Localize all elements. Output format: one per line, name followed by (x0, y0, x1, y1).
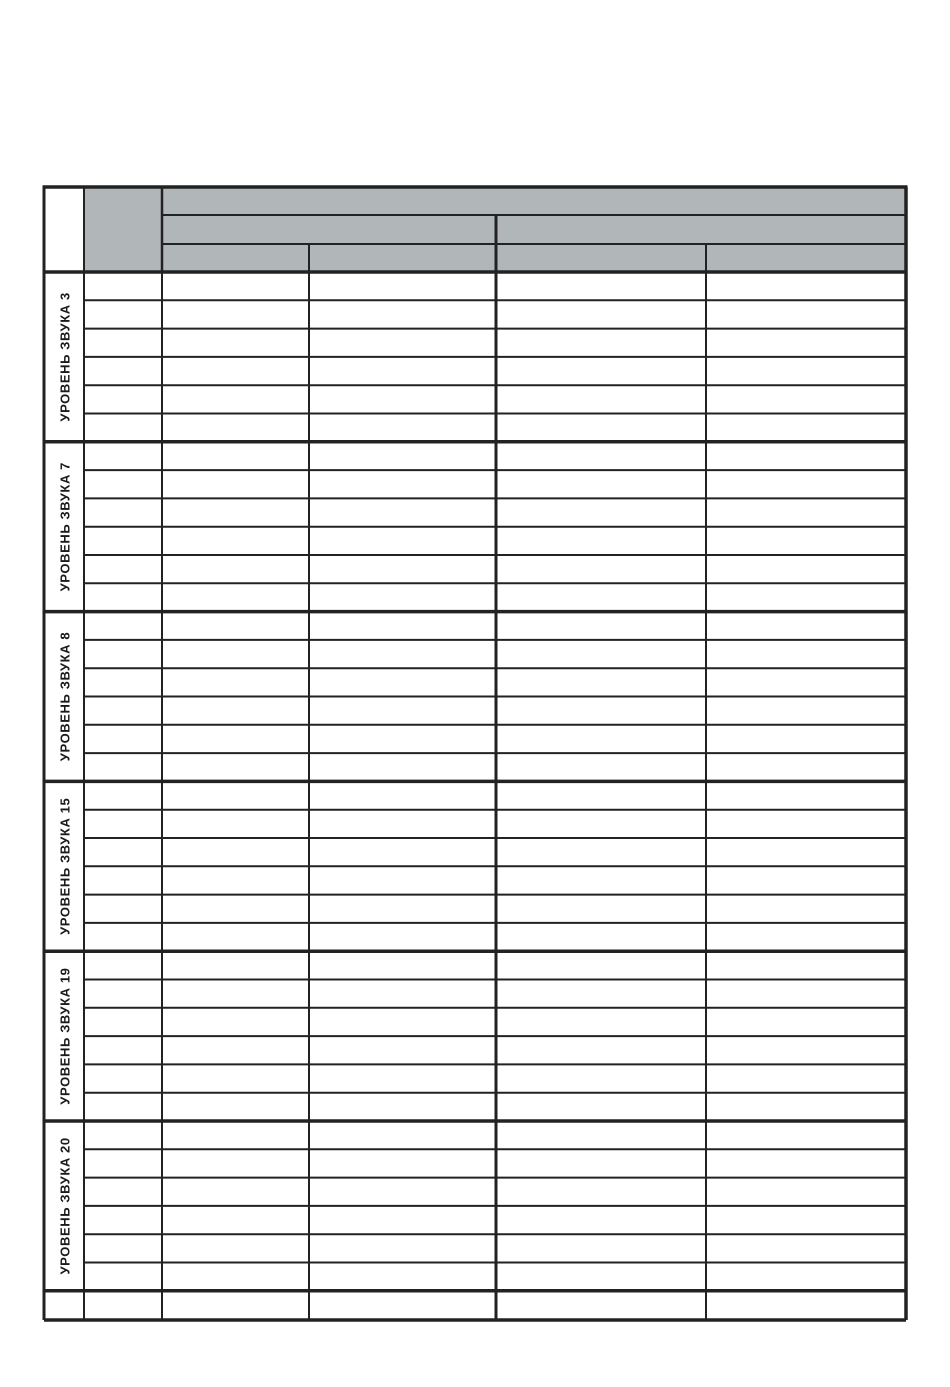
group-label: УРОВЕНЬ ЗВУКА 15 (57, 797, 73, 935)
group-label: УРОВЕНЬ ЗВУКА 19 (57, 967, 73, 1105)
group-label: УРОВЕНЬ ЗВУКА 8 (57, 631, 73, 762)
group-labels (58, 292, 73, 1274)
group-label: УРОВЕНЬ ЗВУКА 3 (57, 292, 73, 422)
group-label: УРОВЕНЬ ЗВУКА 20 (57, 1137, 73, 1275)
group-label: УРОВЕНЬ ЗВУКА 7 (57, 462, 73, 592)
